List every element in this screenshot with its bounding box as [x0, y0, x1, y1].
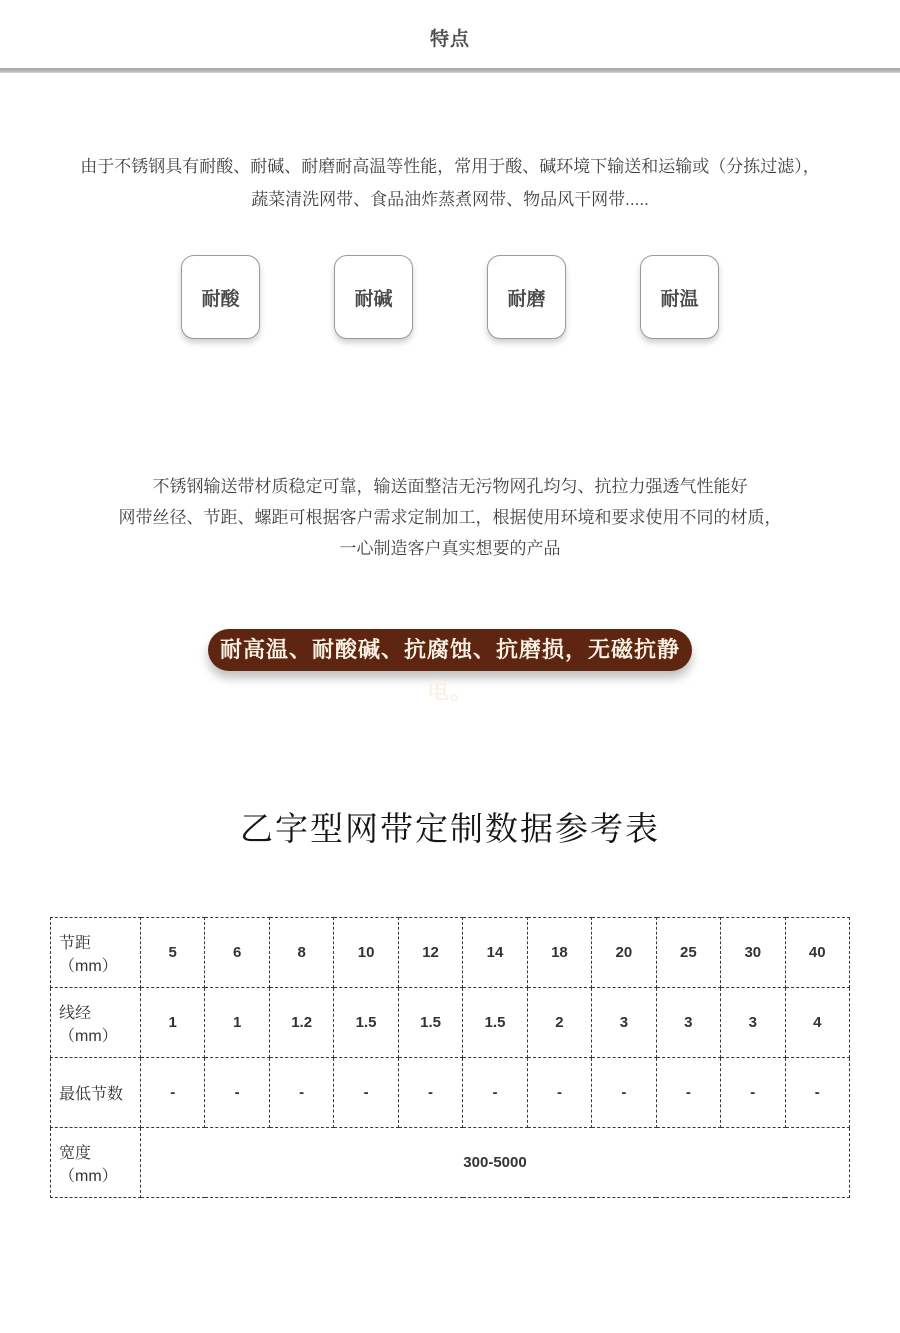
spec-table-title: 乙字型网带定制数据参考表	[240, 810, 660, 847]
table-cell: 20	[592, 918, 656, 988]
table-cell: 12	[398, 918, 462, 988]
table-row-wire-diameter	[51, 988, 850, 1058]
badge-acid-resistant: 耐酸	[181, 255, 260, 339]
table-cell: 3	[656, 988, 720, 1058]
description-line: 网带丝径、节距、螺距可根据客户需求定制加工，根据使用环境和要求使用不同的材质，	[118, 508, 782, 527]
spec-table	[50, 917, 850, 1198]
table-cell: -	[592, 1058, 656, 1128]
table-cell: 3	[721, 988, 785, 1058]
table-cell: 30	[721, 918, 785, 988]
row-label-wire-diameter: 线经（mm）	[51, 988, 141, 1058]
table-row-min-sections	[51, 1058, 850, 1128]
table-cell: 8	[269, 918, 333, 988]
table-cell: 14	[463, 918, 527, 988]
table-row-width	[51, 1128, 850, 1198]
intro-line: 蔬菜清洗网带、食品油炸蒸煮网带、物品风干网带.....	[251, 190, 649, 209]
features-title: 特点	[429, 29, 470, 50]
row-label-pitch: 节距（mm）	[51, 918, 141, 988]
table-cell: -	[141, 1058, 205, 1128]
table-cell: -	[527, 1058, 591, 1128]
table-cell-width-range: 300-5000	[141, 1128, 850, 1198]
table-cell: 1	[141, 988, 205, 1058]
intro-line: 由于不锈钢具有耐酸、耐碱、耐磨耐高温等性能，常用于酸、碱环境下输送和运输或（分拣过滤），	[80, 157, 820, 176]
table-cell: 10	[334, 918, 398, 988]
table-cell: -	[463, 1058, 527, 1128]
table-cell: 18	[527, 918, 591, 988]
table-cell: -	[205, 1058, 269, 1128]
table-cell: 5	[141, 918, 205, 988]
table-cell: 40	[785, 918, 849, 988]
table-cell: -	[334, 1058, 398, 1128]
table-cell: 4	[785, 988, 849, 1058]
description-paragraph	[0, 471, 900, 564]
row-label-min-sections: 最低节数	[51, 1058, 141, 1128]
table-cell: 2	[527, 988, 591, 1058]
table-row-pitch	[51, 918, 850, 988]
table-cell: -	[656, 1058, 720, 1128]
feature-badges-row	[0, 255, 900, 339]
table-cell: 25	[656, 918, 720, 988]
table-cell: -	[785, 1058, 849, 1128]
table-cell: 1	[205, 988, 269, 1058]
description-line: 不锈钢输送带材质稳定可靠，输送面整洁无污物网孔均匀、抗拉力强透气性能好	[152, 477, 748, 496]
row-label-width: 宽度（mm）	[51, 1128, 141, 1198]
table-cell: 6	[205, 918, 269, 988]
intro-paragraph	[0, 150, 900, 216]
section-divider-bar	[0, 68, 900, 73]
slogan-banner: 耐高温、耐酸碱、抗腐蚀、抗磨损，无磁抗静电。	[208, 629, 692, 671]
table-cell: 1.5	[334, 988, 398, 1058]
table-cell: 1.5	[463, 988, 527, 1058]
table-cell: 3	[592, 988, 656, 1058]
table-cell: -	[269, 1058, 333, 1128]
table-cell: -	[398, 1058, 462, 1128]
table-cell: 1.2	[269, 988, 333, 1058]
badge-wear-resistant: 耐磨	[487, 255, 566, 339]
table-cell: -	[721, 1058, 785, 1128]
table-cell: 1.5	[398, 988, 462, 1058]
description-line: 一心制造客户真实想要的产品	[339, 539, 561, 558]
features-section-header	[0, 0, 900, 53]
badge-alkali-resistant: 耐碱	[334, 255, 413, 339]
badge-temperature-resistant: 耐温	[640, 255, 719, 339]
